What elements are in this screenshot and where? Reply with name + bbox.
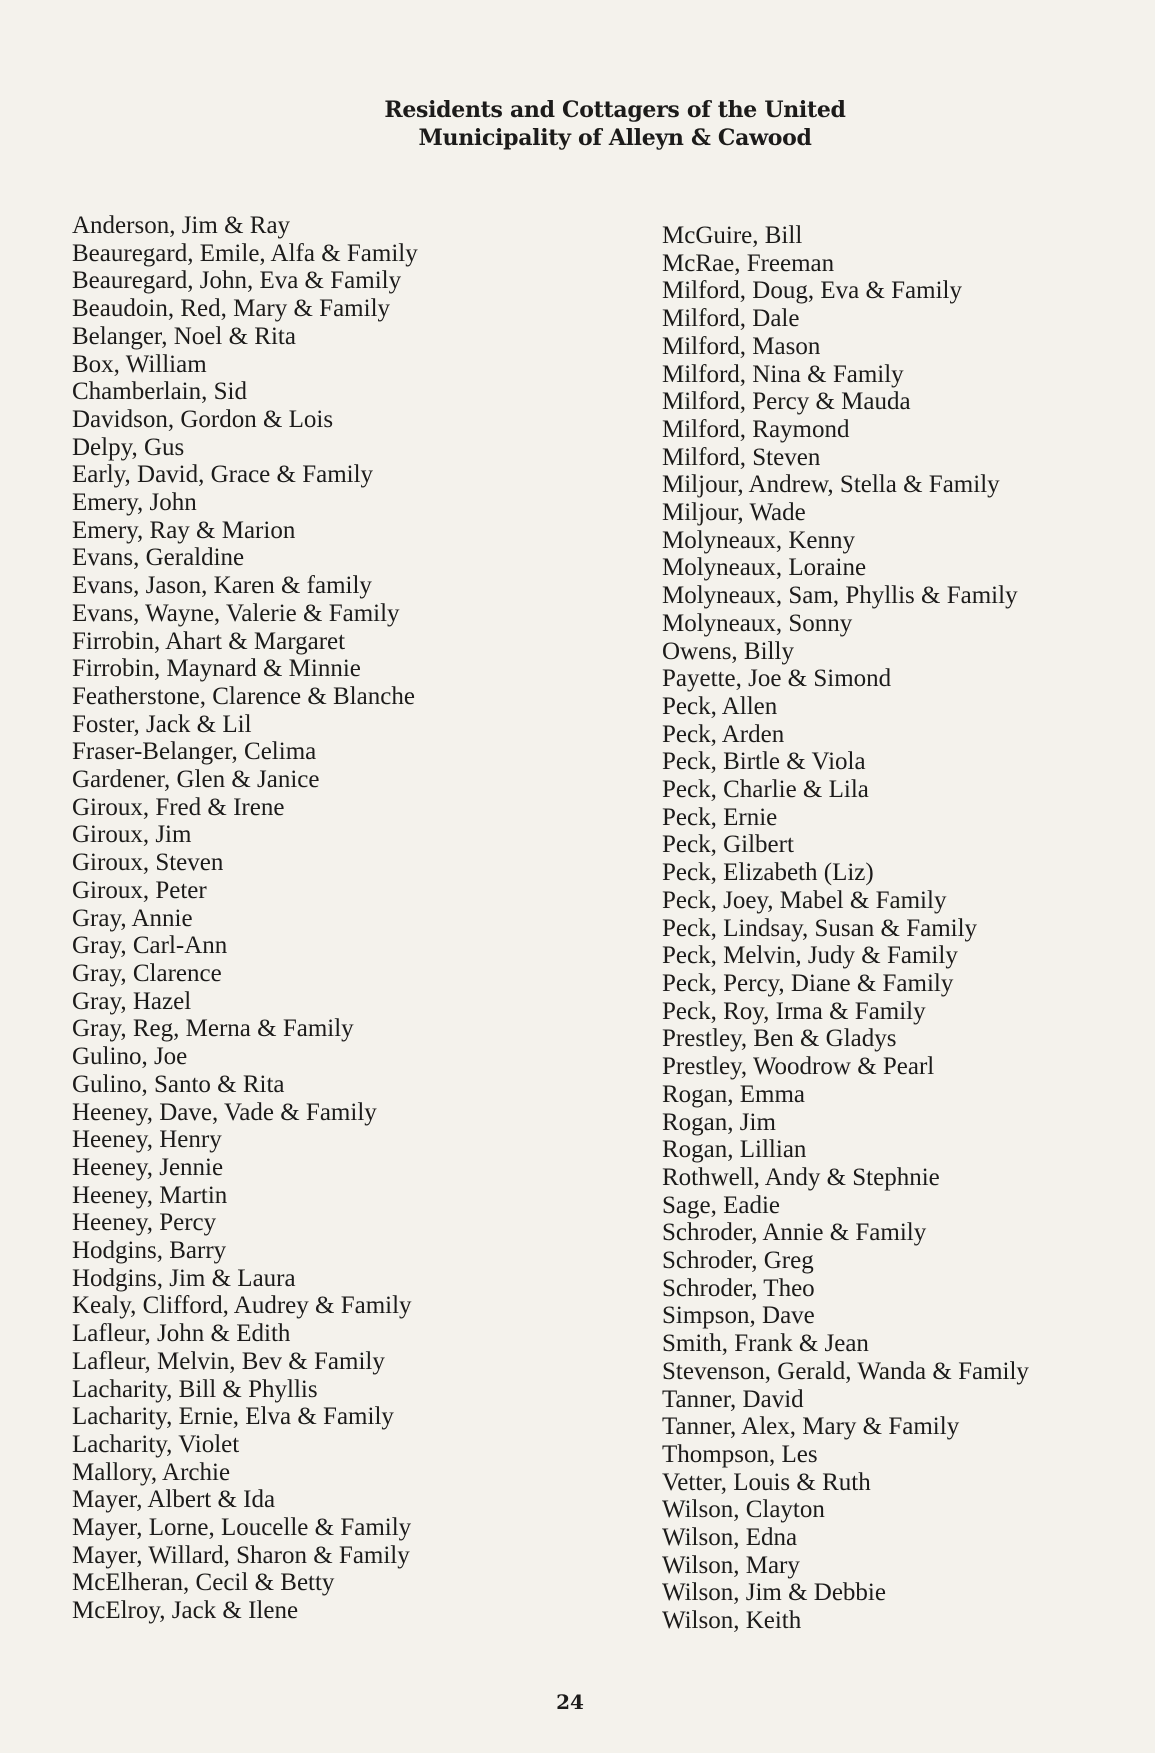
resident-entry: Peck, Joey, Mabel & Family: [662, 886, 947, 914]
resident-entry: Belanger, Noel & Rita: [72, 322, 296, 350]
resident-entry: Peck, Lindsay, Susan & Family: [662, 914, 978, 942]
resident-entry: Emery, John: [72, 489, 197, 517]
resident-entry: Molyneaux, Loraine: [662, 554, 867, 582]
resident-entry: Lacharity, Ernie, Elva & Family: [72, 1403, 394, 1431]
resident-entry: Heeney, Percy: [72, 1209, 217, 1237]
resident-entry: Delpy, Gus: [72, 433, 185, 461]
resident-entry: Anderson, Jim & Ray: [72, 212, 291, 239]
resident-entry: Mayer, Albert & Ida: [72, 1486, 276, 1514]
resident-entry: Tanner, Alex, Mary & Family: [662, 1413, 960, 1441]
resident-entry: Gray, Annie: [72, 904, 193, 932]
resident-entry: McElheran, Cecil & Betty: [72, 1569, 335, 1597]
resident-entry: Gray, Clarence: [72, 959, 222, 987]
resident-entry: Lafleur, Melvin, Bev & Family: [72, 1347, 385, 1375]
resident-entry: Lacharity, Bill & Phyllis: [72, 1375, 318, 1403]
resident-entry: Giroux, Jim: [72, 821, 192, 849]
resident-entry: Milford, Raymond: [662, 415, 850, 443]
resident-entry: Gulino, Santo & Rita: [72, 1070, 285, 1098]
resident-entry: Miljour, Wade: [662, 499, 806, 527]
resident-entry: Peck, Charlie & Lila: [662, 776, 869, 804]
resident-entry: Giroux, Fred & Irene: [72, 793, 285, 821]
resident-entry: Mallory, Archie: [72, 1458, 231, 1486]
resident-entry: Heeney, Jennie: [72, 1153, 224, 1181]
resident-entry: Schroder, Annie & Family: [662, 1219, 927, 1247]
resident-entry: Gray, Reg, Merna & Family: [72, 1015, 354, 1043]
resident-entry: Fraser-Belanger, Celima: [72, 738, 317, 766]
resident-entry: Wilson, Mary: [662, 1551, 800, 1579]
resident-entry: Rothwell, Andy & Stephnie: [662, 1163, 940, 1191]
resident-entry: Milford, Nina & Family: [662, 360, 904, 388]
resident-entry: Beaudoin, Red, Mary & Family: [72, 295, 391, 323]
resident-entry: Miljour, Andrew, Stella & Family: [662, 471, 1000, 499]
resident-entry: Wilson, Edna: [662, 1524, 798, 1552]
resident-entry: Simpson, Dave: [662, 1302, 815, 1330]
page-title: [300, 96, 930, 152]
resident-entry: Heeney, Dave, Vade & Family: [72, 1098, 377, 1126]
resident-entry: Lacharity, Violet: [72, 1430, 240, 1458]
resident-entry: Tanner, David: [662, 1385, 804, 1413]
resident-entry: Smith, Frank & Jean: [662, 1330, 869, 1358]
resident-entry: Evans, Jason, Karen & family: [72, 572, 372, 600]
resident-entry: Featherstone, Clarence & Blanche: [72, 682, 415, 710]
resident-entry: Giroux, Peter: [72, 876, 207, 904]
resident-entry: Heeney, Martin: [72, 1181, 228, 1209]
resident-entry: Wilson, Clayton: [662, 1496, 825, 1524]
resident-entry: Gray, Hazel: [72, 987, 192, 1015]
resident-entry: Owens, Billy: [662, 637, 794, 665]
resident-entry: Beauregard, Emile, Alfa & Family: [72, 239, 418, 267]
resident-entry: Box, William: [72, 350, 207, 378]
resident-entry: Chamberlain, Sid: [72, 378, 247, 406]
resident-entry: Firrobin, Ahart & Margaret: [72, 627, 346, 655]
resident-entry: Peck, Gilbert: [662, 831, 794, 859]
resident-entry: Peck, Ernie: [662, 803, 778, 831]
resident-list-right: [662, 222, 1112, 1635]
resident-entry: Beauregard, John, Eva & Family: [72, 267, 402, 295]
resident-entry: Molyneaux, Kenny: [662, 526, 856, 554]
resident-entry: McRae, Freeman: [662, 249, 835, 277]
resident-entry: Sage, Eadie: [662, 1191, 781, 1219]
resident-entry: Evans, Geraldine: [72, 544, 245, 572]
resident-entry: Milford, Doug, Eva & Family: [662, 277, 962, 305]
resident-entry: Schroder, Greg: [662, 1247, 814, 1275]
resident-entry: Wilson, Jim & Debbie: [662, 1579, 886, 1607]
resident-entry: Lafleur, John & Edith: [72, 1320, 291, 1348]
resident-entry: Molyneaux, Sam, Phyllis & Family: [662, 582, 1018, 610]
resident-entry: Milford, Percy & Mauda: [662, 388, 911, 416]
resident-entry: Firrobin, Maynard & Minnie: [72, 655, 361, 683]
resident-entry: Peck, Roy, Irma & Family: [662, 997, 926, 1025]
resident-entry: Giroux, Steven: [72, 849, 224, 877]
resident-entry: Peck, Arden: [662, 720, 785, 748]
resident-entry: Peck, Percy, Diane & Family: [662, 969, 954, 997]
resident-entry: Milford, Dale: [662, 305, 800, 333]
resident-entry: Thompson, Les: [662, 1440, 818, 1468]
resident-entry: McElroy, Jack & Ilene: [72, 1597, 299, 1625]
page-number: 24: [556, 1690, 584, 1714]
resident-entry: Schroder, Theo: [662, 1274, 815, 1302]
resident-entry: Prestley, Ben & Gladys: [662, 1025, 897, 1053]
title-line-2: Municipality of Alleyn & Cawood: [418, 125, 812, 151]
resident-entry: Payette, Joe & Simond: [662, 665, 892, 693]
resident-entry: Mayer, Lorne, Loucelle & Family: [72, 1514, 412, 1542]
resident-entry: Milford, Mason: [662, 332, 821, 360]
resident-entry: Stevenson, Gerald, Wanda & Family: [662, 1357, 1029, 1385]
resident-entry: Hodgins, Barry: [72, 1237, 227, 1265]
resident-entry: Kealy, Clifford, Audrey & Family: [72, 1292, 412, 1320]
resident-entry: Peck, Allen: [662, 692, 778, 720]
resident-entry: Emery, Ray & Marion: [72, 516, 296, 544]
resident-entry: Gulino, Joe: [72, 1043, 188, 1071]
resident-entry: Rogan, Lillian: [662, 1136, 807, 1164]
resident-entry: Peck, Melvin, Judy & Family: [662, 942, 958, 970]
title-line-1: Residents and Cottagers of the United: [384, 97, 846, 123]
resident-entry: Molyneaux, Sonny: [662, 609, 853, 637]
resident-entry: Wilson, Keith: [662, 1607, 802, 1635]
resident-entry: Mayer, Willard, Sharon & Family: [72, 1541, 410, 1569]
resident-entry: Rogan, Jim: [662, 1108, 776, 1136]
resident-entry: Gardener, Glen & Janice: [72, 766, 320, 794]
resident-entry: Rogan, Emma: [662, 1080, 806, 1108]
resident-entry: Peck, Birtle & Viola: [662, 748, 866, 776]
resident-entry: Milford, Steven: [662, 443, 821, 471]
resident-entry: Vetter, Louis & Ruth: [662, 1468, 871, 1496]
resident-entry: Prestley, Woodrow & Pearl: [662, 1053, 935, 1081]
resident-entry: Peck, Elizabeth (Liz): [662, 859, 874, 887]
resident-entry: Evans, Wayne, Valerie & Family: [72, 599, 400, 627]
resident-list-left: [72, 212, 542, 1625]
resident-entry: Davidson, Gordon & Lois: [72, 405, 334, 433]
resident-entry: Foster, Jack & Lil: [72, 710, 252, 738]
resident-entry: Hodgins, Jim & Laura: [72, 1264, 296, 1292]
resident-entry: Gray, Carl-Ann: [72, 932, 228, 960]
resident-entry: Early, David, Grace & Family: [72, 461, 374, 489]
resident-entry: Heeney, Henry: [72, 1126, 222, 1154]
resident-entry: McGuire, Bill: [662, 222, 803, 249]
